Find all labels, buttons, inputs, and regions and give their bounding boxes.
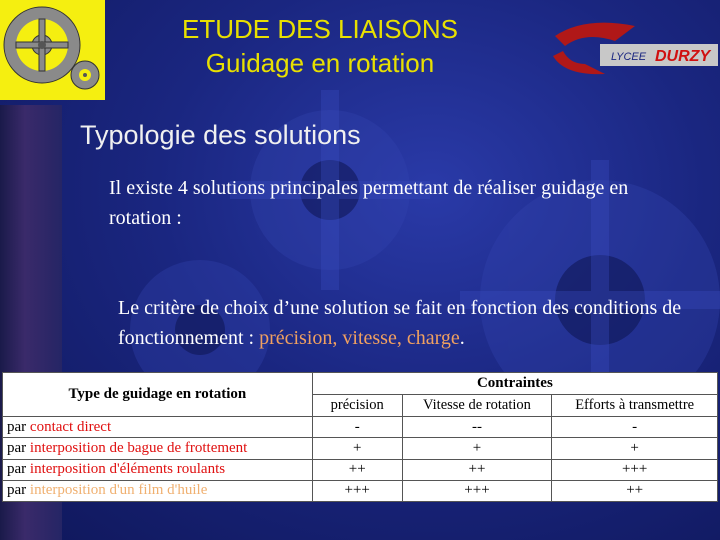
row-prefix: par — [7, 461, 27, 478]
logo-durzy-text: DURZY — [655, 48, 711, 65]
criteria-end: . — [459, 327, 465, 349]
table-cell: - — [552, 417, 718, 438]
table-cell: + — [402, 438, 552, 459]
row-label — [3, 417, 313, 438]
criteria-paragraph — [118, 293, 708, 353]
table-cell: -- — [402, 417, 552, 438]
row-type: interposition de bague de frottement — [29, 439, 248, 456]
gears-icon — [0, 0, 105, 100]
table-cell: +++ — [402, 480, 552, 501]
section-heading: Typologie des solutions — [80, 120, 361, 150]
table-cell: - — [312, 417, 402, 438]
table-cell: + — [312, 438, 402, 459]
table-cell: +++ — [552, 459, 718, 480]
table-cell: ++ — [402, 459, 552, 480]
table-row — [3, 417, 718, 438]
title-line-1: ETUDE DES LIAISONS — [182, 14, 458, 44]
row-type: interposition d'éléments roulants — [29, 461, 226, 478]
column-header: précision — [312, 395, 402, 417]
logo-lycee-text: LYCEE — [611, 51, 647, 63]
table-cell: ++ — [552, 480, 718, 501]
table-row — [3, 480, 718, 501]
guidage-table — [2, 372, 718, 502]
type-header: Type de guidage en rotation — [3, 373, 313, 417]
row-label — [3, 480, 313, 501]
row-label — [3, 459, 313, 480]
row-prefix: par — [7, 418, 27, 435]
table-cell: ++ — [312, 459, 402, 480]
intro-paragraph: Il existe 4 solutions principales permettant de réaliser guidage en rotation : — [109, 177, 629, 229]
column-header: Vitesse de rotation — [402, 395, 552, 417]
slide-title — [130, 12, 510, 80]
gear-logo — [0, 0, 105, 100]
table-row — [3, 459, 718, 480]
row-prefix: par — [7, 439, 27, 456]
lycee-durzy-logo — [545, 16, 720, 80]
title-line-2: Guidage en rotation — [205, 48, 435, 78]
table-row — [3, 438, 718, 459]
criteria-highlight: précision, vitesse, charge — [259, 327, 460, 349]
table-cell: +++ — [312, 480, 402, 501]
column-header: Efforts à transmettre — [552, 395, 718, 417]
row-prefix: par — [7, 482, 27, 499]
constraints-header: Contraintes — [312, 373, 717, 395]
table-cell: + — [552, 438, 718, 459]
row-type: interposition d'un film d'huile — [29, 482, 208, 499]
row-type: contact direct — [29, 418, 112, 435]
row-label — [3, 438, 313, 459]
criteria-text: Le critère de choix d’une solution se fait en fonction des conditions de fonctionnement : — [118, 297, 682, 349]
